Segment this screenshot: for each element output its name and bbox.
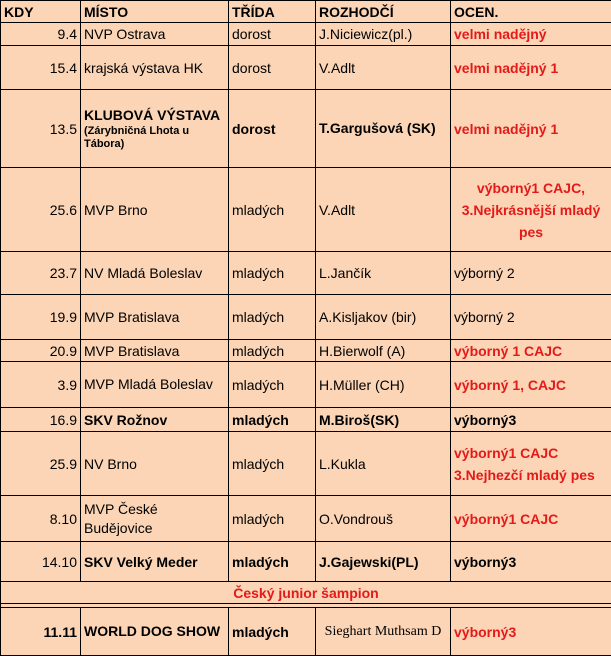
venue-cell: MVP Brno [81,168,229,252]
class-cell: dorost [229,46,316,90]
title-row [1,582,611,604]
venue-cell: krajská výstava HK [81,46,229,90]
judge-cell: L.Kukla [316,432,451,496]
table-row [1,252,611,295]
date-cell: 20.9 [1,340,81,362]
date-cell: 8.10 [1,496,81,542]
date-cell: 19.9 [1,295,81,340]
class-cell: mladých [229,168,316,252]
header-trida: TŘÍDA [229,1,316,23]
venue-cell: WORLD DOG SHOW [81,608,229,656]
table-row [1,340,611,362]
judge-cell: T.Gargušová (SK) [316,90,451,168]
venue-cell: NVP Ostrava [81,23,229,46]
class-cell: mladých [229,340,316,362]
class-cell: mladých [229,362,316,408]
date-cell: 15.4 [1,46,81,90]
class-cell: mladých [229,408,316,432]
header-row [1,1,611,23]
table-row [1,408,611,432]
judge-cell: V.Adlt [316,46,451,90]
class-cell: mladých [229,295,316,340]
judge-cell: A.Kisljakov (bir) [316,295,451,340]
rating-cell: velmi nadějný 1 [451,46,611,90]
rating-cell: výborný 2 [451,252,611,295]
class-cell: mladých [229,608,316,656]
date-cell: 9.4 [1,23,81,46]
rating-cell: výborný1 CAJC 3.Nejhezčí mladý pes [451,432,611,496]
rating-cell: výborný3 [451,608,611,656]
judge-cell: H.Bierwolf (A) [316,340,451,362]
judge-cell: M.Biroš(SK) [316,408,451,432]
venue-cell [81,90,229,168]
table-row [1,46,611,90]
rating-cell: výborný1 CAJC, 3.Nejkrásnější mladý pes [451,168,611,252]
venue-subtitle: (Zárybničná Lhota u Tábora) [84,125,225,151]
table-row [1,608,611,656]
class-cell: dorost [229,90,316,168]
rating-cell: velmi nadějný 1 [451,90,611,168]
header-ocen: OCEN. [451,1,611,23]
header-misto: MÍSTO [81,1,229,23]
venue-cell: MVP Bratislava [81,295,229,340]
table-row [1,496,611,542]
venue-cell: MVP České Budějovice [81,496,229,542]
judge-cell: V.Adlt [316,168,451,252]
table-row [1,23,611,46]
venue-cell: SKV Rožnov [81,408,229,432]
date-cell: 11.11 [1,608,81,656]
junior-champion-title: Český junior šampion [1,582,611,604]
judge-cell: H.Müller (CH) [316,362,451,408]
date-cell: 3.9 [1,362,81,408]
table-row [1,432,611,496]
rating-cell: výborný 1, CAJC [451,362,611,408]
rating-cell: výborný1 CAJC [451,496,611,542]
venue-cell: NV Mladá Boleslav [81,252,229,295]
rating-cell: výborný3 [451,408,611,432]
class-cell: mladých [229,432,316,496]
venue-cell: MVP Bratislava [81,340,229,362]
date-cell: 13.5 [1,90,81,168]
date-cell: 16.9 [1,408,81,432]
judge-cell: L.Jančík [316,252,451,295]
venue-title: KLUBOVÁ VÝSTAVA [84,106,225,125]
rating-cell: velmi nadějný [451,23,611,46]
date-cell: 23.7 [1,252,81,295]
table-row [1,295,611,340]
class-cell: mladých [229,496,316,542]
judge-cell: O.Vondrouš [316,496,451,542]
class-cell: mladých [229,252,316,295]
venue-cell: MVP Mladá Boleslav [81,362,229,408]
judge-cell: Sieghart Muthsam D [316,608,451,656]
date-cell: 25.6 [1,168,81,252]
class-cell: dorost [229,23,316,46]
judge-cell: J.Gajewski(PL) [316,542,451,582]
venue-cell: NV Brno [81,432,229,496]
table-row [1,362,611,408]
header-kdy: KDY [1,1,81,23]
judge-cell: J.Niciewicz(pl.) [316,23,451,46]
venue-cell: SKV Velký Meder [81,542,229,582]
table-row [1,168,611,252]
header-rozhodci: ROZHODČÍ [316,1,451,23]
date-cell: 25.9 [1,432,81,496]
class-cell: mladých [229,542,316,582]
rating-cell: výborný 1 CAJC [451,340,611,362]
table-row [1,542,611,582]
table-row [1,90,611,168]
rating-cell: výborný 2 [451,295,611,340]
date-cell: 14.10 [1,542,81,582]
rating-cell: výborný3 [451,542,611,582]
